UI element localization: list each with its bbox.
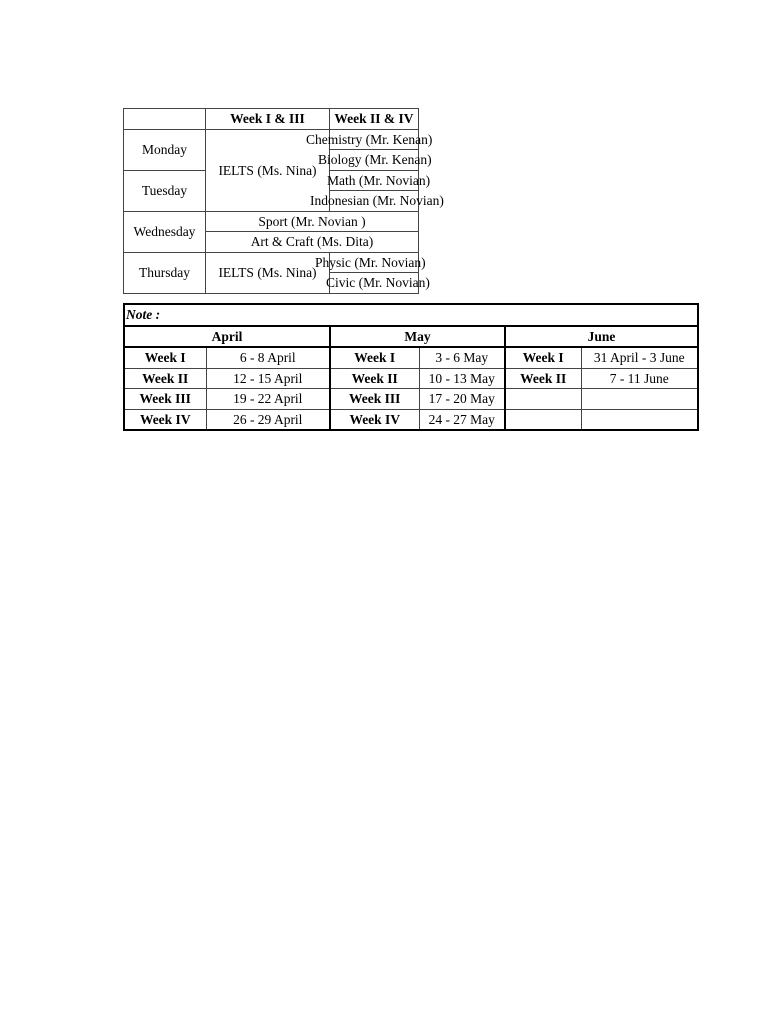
wed-art-craft: Art & Craft (Ms. Dita) <box>206 232 419 253</box>
subject-cell <box>310 191 444 212</box>
subject-cell <box>315 252 426 273</box>
june-week-label <box>505 389 581 410</box>
april-week-label: Week III <box>124 389 206 410</box>
month-may: May <box>330 326 505 348</box>
june-week-label: Week I <box>505 347 581 368</box>
june-week-label: Week II <box>505 368 581 389</box>
subject-physic: Physic (Mr. Novian) <box>315 254 426 270</box>
header-blank-cell <box>124 109 206 130</box>
note-table <box>123 303 699 431</box>
april-date: 6 - 8 April <box>206 347 330 368</box>
wed-sport: Sport (Mr. Novian ) <box>206 211 419 232</box>
april-week-label: Week IV <box>124 409 206 430</box>
subject-cell <box>318 150 432 171</box>
header-week-2-4: Week II & IV <box>330 109 419 130</box>
april-date: 19 - 22 April <box>206 389 330 410</box>
subject-cell <box>306 129 433 150</box>
june-week-label <box>505 409 581 430</box>
month-june: June <box>505 326 698 348</box>
may-date: 24 - 27 May <box>419 409 505 430</box>
june-date <box>581 389 698 410</box>
ielts-mon-tue: IELTS (Ms. Nina) <box>206 129 330 211</box>
day-wednesday: Wednesday <box>124 211 206 252</box>
note-label: Note : <box>124 304 698 326</box>
day-monday: Monday <box>124 129 206 170</box>
table-row <box>124 389 698 410</box>
may-date: 10 - 13 May <box>419 368 505 389</box>
day-thursday: Thursday <box>124 252 206 293</box>
subject-math: Math (Mr. Novian) <box>327 172 431 188</box>
may-week-label: Week II <box>330 368 419 389</box>
subject-biology: Biology (Mr. Kenan) <box>318 152 432 167</box>
table-row <box>124 368 698 389</box>
subject-cell <box>326 273 430 294</box>
april-week-label: Week I <box>124 347 206 368</box>
may-week-label: Week IV <box>330 409 419 430</box>
april-week-label: Week II <box>124 368 206 389</box>
day-tuesday: Tuesday <box>124 170 206 211</box>
june-date: 31 April - 3 June <box>581 347 698 368</box>
april-date: 26 - 29 April <box>206 409 330 430</box>
subject-civic: Civic (Mr. Novian) <box>326 275 430 290</box>
month-april: April <box>124 326 330 348</box>
may-week-label: Week I <box>330 347 419 368</box>
ielts-thu: IELTS (Ms. Nina) <box>206 252 330 293</box>
june-date: 7 - 11 June <box>581 368 698 389</box>
table-row <box>124 347 698 368</box>
table-row <box>124 409 698 430</box>
may-date: 3 - 6 May <box>419 347 505 368</box>
subject-indonesian: Indonesian (Mr. Novian) <box>310 193 444 208</box>
subject-cell <box>327 170 431 191</box>
june-date <box>581 409 698 430</box>
schedule-table <box>123 108 444 294</box>
april-date: 12 - 15 April <box>206 368 330 389</box>
header-week-1-3: Week I & III <box>206 109 330 130</box>
may-week-label: Week III <box>330 389 419 410</box>
may-date: 17 - 20 May <box>419 389 505 410</box>
subject-chemistry: Chemistry (Mr. Kenan) <box>306 131 433 147</box>
